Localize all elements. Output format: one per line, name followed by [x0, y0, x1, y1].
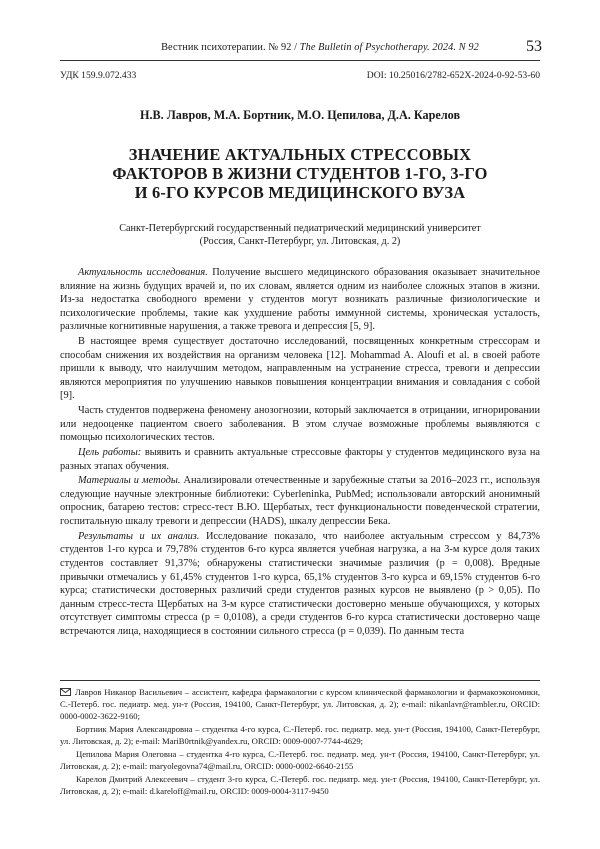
abstract-paragraph-methods	[60, 474, 540, 528]
section-label: Цель работы:	[78, 447, 141, 458]
footnote-item	[60, 774, 540, 798]
udk-code: УДК 159.9.072.433	[60, 70, 136, 81]
journal-page	[0, 0, 600, 849]
section-label: Актуальность исследования.	[78, 267, 208, 278]
title-line: ЗНАЧЕНИЕ АКТУАЛЬНЫХ СТРЕССОВЫХ	[60, 145, 540, 164]
running-head	[60, 40, 540, 58]
footnote-divider	[60, 680, 540, 681]
envelope-icon	[60, 688, 71, 696]
section-label: Результаты и их анализ.	[78, 531, 199, 542]
abstract-paragraph-aim	[60, 446, 540, 473]
footnote-item	[60, 687, 540, 723]
paragraph-text: Часть студентов подвержена феномену анозогнозии, который заключается в отрицании, игнорировании или недооценке пациентом своего заболевания. В этом случае возможные проблемы выявляются с помощью психологических тестов.	[60, 405, 540, 443]
paragraph-text: Получение высшего медицинского образования оказывает значительное влияние на жизнь будущих врачей и, по их словам, является одним из наиболее сложных этапов в жизни. Из-за недостатка свободного времени у студентов могут возникать различные физиологические и психологические проблемы, такие как ухудшение работы иммунной системы, хроническая усталость, различные когнитивные нарушения, а также тревога и депрессия [5, 9].	[60, 267, 540, 332]
title-line: ФАКТОРОВ В ЖИЗНИ СТУДЕНТОВ 1-ГО, 3-ГО	[60, 164, 540, 183]
footnote-item	[60, 749, 540, 773]
journal-title-separator: /	[291, 42, 299, 53]
doi[interactable]: DOI: 10.25016/2782-652X-2024-0-92-53-60	[367, 70, 540, 81]
paragraph-text: Анализировали отечественные и зарубежные статьи за 2016–2023 гг., используя следующие научные электронные библиотеки: Cyberleninka, PubMed; использовали авторский анонимный опросник, батарею тестов: стресс-тест В.Ю. Щербатых, тест функциональности поведенческой стратегии, госпитальную шкалу тревоги и депрессии (HADS), шкалу депрессии Бека.	[60, 475, 540, 527]
section-label: Материалы и методы.	[78, 475, 180, 486]
abstract-paragraph	[60, 404, 540, 445]
title-line: И 6-ГО КУРСОВ МЕДИЦИНСКОГО ВУЗА	[60, 183, 540, 202]
article-title	[60, 145, 540, 202]
author-list: Н.В. Лавров, М.А. Бортник, М.О. Цепилова, Д.А. Карелов	[60, 108, 540, 123]
paragraph-text: выявить и сравнить актуальные стрессовые факторы у студентов медицинского вуза на разных этапах обучения.	[60, 447, 540, 472]
running-head-text	[120, 42, 520, 53]
abstract-paragraph	[60, 335, 540, 403]
author-footnotes	[60, 687, 540, 799]
footnote-text: Лавров Никанор Васильевич – ассистент, кафедра фармакологии с курсом клинической фармакологии и фармакоэкономики, С.-Петерб. гос. педиатр. мед. ун-т (Россия, 194100, Санкт-Петербург, ул. Литовская, д. 2); e-mail: nikanlavr@rambler.ru, ORCID: 0000-0002-3622-9160;	[60, 687, 540, 721]
affiliation-line: Санкт-Петербургский государственный педиатрический медицинский университет	[60, 222, 540, 235]
paragraph-text: Исследование показало, что наиболее актуальным стрессом у 84,73% студентов 1-го курса и 79,78% студентов 6-го курса является учебная нагрузка, а на 3-м курсе доля таких студентов составляет 91,37%; обнаружены статистически значимые различия (p = 0,008). Вредные привычки отмечались у 61,45% студентов 1-го курса, 65,1% студентов 3-го курса и 69,15% студентов 6-го курса; статистически достоверных различий среди студентов разных курсов не выявлено (p > 0,05). По данным стресс-теста Щербатых на 3-м курсе статистически достоверно меньше обучающихся, у которых отсутствует симптомы стресса (p = 0,0108), а среди студентов 6-го курса статистически достоверно чаще встречаются лица, находящиеся в состоянии сильного стресса (p = 0,039). По данным теста	[60, 531, 540, 637]
paragraph-text: В настоящее время существует достаточно исследований, посвященных конкретным стрессорам и способам снижения их воздействия на организм человека [12]. Mohammad A. Aloufi et al. в своей работе пришли к выводу, что наилучшим методом, направленным на устранение стресса, тревоги и депрессии являются мероприятия по улучшению навыков повышения концентрации внимания и совладания с собой [9].	[60, 336, 540, 401]
page-number: 53	[526, 38, 542, 56]
footnote-text: Цепилова Мария Олеговна – студентка 4-го курса, С.-Петерб. гос. педиатр. мед. ун-т (Россия, 194100, Санкт-Петербург, ул. Литовская, д. 2); e-mail: maryolegovna74@mail.ru, ORCID: 0000-0002-6640-2155	[60, 749, 540, 771]
affiliation	[60, 222, 540, 248]
abstract-paragraph-results	[60, 530, 540, 639]
abstract	[60, 266, 540, 640]
header-divider	[60, 60, 540, 61]
journal-title-en: The Bulletin of Psychotherapy. 2024. N 92	[300, 42, 479, 53]
affiliation-line: (Россия, Санкт-Петербург, ул. Литовская, д. 2)	[60, 235, 540, 248]
journal-title-ru: Вестник психотерапии. № 92	[161, 42, 291, 53]
abstract-paragraph-relevance	[60, 266, 540, 334]
footnote-item	[60, 724, 540, 748]
footnote-text: Карелов Дмитрий Алексеевич – студент 3-го курса, С.-Петерб. гос. педиатр. мед. ун-т (Россия, 194100, Санкт-Петербург, ул. Литовская, д. 2); e-mail: d.kareloff@mail.ru, ORCID: 0009-0004-3117-9450	[60, 774, 540, 796]
footnote-text: Бортник Мария Александровна – студентка 4-го курса, С.-Петерб. гос. педиатр. мед. ун-т (Россия, 194100, Санкт-Петербург, ул. Литовская, д. 2); e-mail: MariB0rtnik@yandex.ru, ORCID: 0009-0007-7744-4629;	[60, 724, 540, 746]
